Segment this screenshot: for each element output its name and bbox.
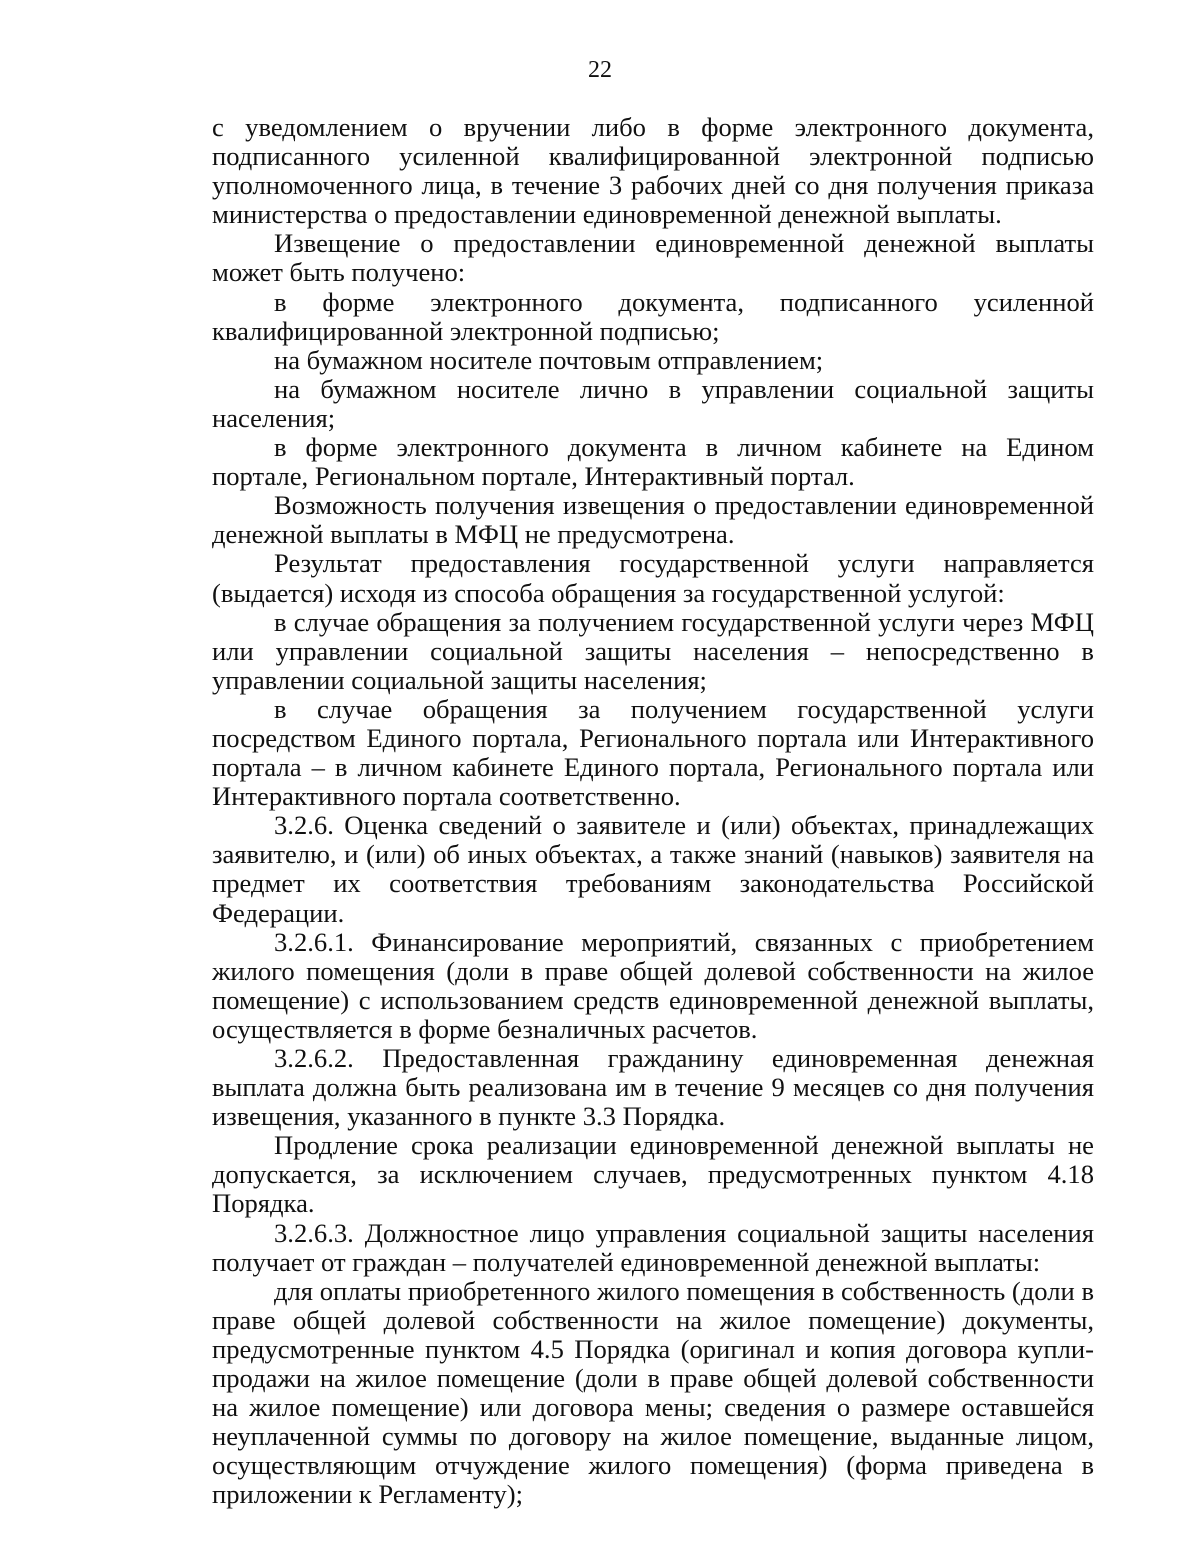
paragraph-section-3-2-6-1: 3.2.6.1. Финансирование мероприятий, связанных с приобретением жилого помещения (доли в праве общей долевой собственности на жилое помещение) с использованием средств единовременной денежной выплаты, осуществляется в форме безналичных расчетов. [212,926,1094,1044]
paragraph-method-electronic-signed: в форме электронного документа, подписанного усиленной квалифицированной электронной подписью; [212,286,1094,346]
document-body [212,113,1094,1510]
paragraph-result-delivery-intro: Результат предоставления государственной услуги направляется (выдается) исходя из способа обращения за государственной услугой: [212,548,1094,608]
paragraph-result-via-portal: в случае обращения за получением государственной услуги посредством Единого портала, Регионального портала или Интерактивного портала – в личном кабинете Единого портала, Регионального портала или Интерактивного портала соответственно. [212,693,1094,812]
paragraph-section-3-2-6-2: 3.2.6.2. Предоставленная гражданину единовременная денежная выплата должна быть реализована им в течение 9 месяцев со дня получения извещения, указанного в пункте 3.3 Порядка. [212,1043,1094,1132]
paragraph-section-3-2-6-3: 3.2.6.3. Должностное лицо управления социальной защиты населения получает от граждан – получателей единовременной денежной выплаты: [212,1217,1094,1277]
paragraph-method-personal-account: в форме электронного документа в личном кабинете на Едином портале, Региональном портале, Интерактивный портал. [212,432,1094,492]
paragraph-mfc-not-provided: Возможность получения извещения о предоставлении единовременной денежной выплаты в МФЦ не предусмотрена. [212,490,1094,550]
paragraph-section-3-2-6: 3.2.6. Оценка сведений о заявителе и (или) объектах, принадлежащих заявителю, и (или) об иных объектах, а также знаний (навыков) заявителя на предмет их соответствия требованиям законодательства Российской Федерации. [212,810,1094,928]
paragraph-method-postal: на бумажном носителе почтовым отправлением; [274,344,824,375]
paragraph-delivery-notice: с уведомлением о вручении либо в форме электронного документа, подписанного усиленной квалифицированной электронной подписью уполномоченного лица, в течение 3 рабочих дней со дня получения приказа министерства о предоставлении единовременной денежной выплаты. [212,112,1094,230]
paragraph-payment-documents: для оплаты приобретенного жилого помещения в собственность (доли в праве общей долевой собственности на жилое помещение) документы, предусмотренные пунктом 4.5 Порядка (оригинал и копия договора купли-продажи на жилое помещение (доли в праве общей долевой собственности на жилое помещение) или договора мены; сведения о размере оставшейся неуплаченной суммы по договору на жилое помещение, выданные лицом, осуществляющим отчуждение жилого помещения) (форма приведена в приложении к Регламенту); [212,1275,1094,1510]
page-number: 22 [588,57,612,83]
paragraph-notice-methods-intro: Извещение о предоставлении единовременной денежной выплаты может быть получено: [212,228,1094,288]
paragraph-extension-not-allowed: Продление срока реализации единовременной денежной выплаты не допускается, за исключением случаев, предусмотренных пунктом 4.18 Порядка. [212,1130,1094,1219]
paragraph-method-in-person: на бумажном носителе лично в управлении социальной защиты населения; [212,373,1094,433]
paragraph-result-via-mfc: в случае обращения за получением государственной услуги через МФЦ или управлении социальной защиты населения – непосредственно в управлении социальной защиты населения; [212,606,1094,695]
